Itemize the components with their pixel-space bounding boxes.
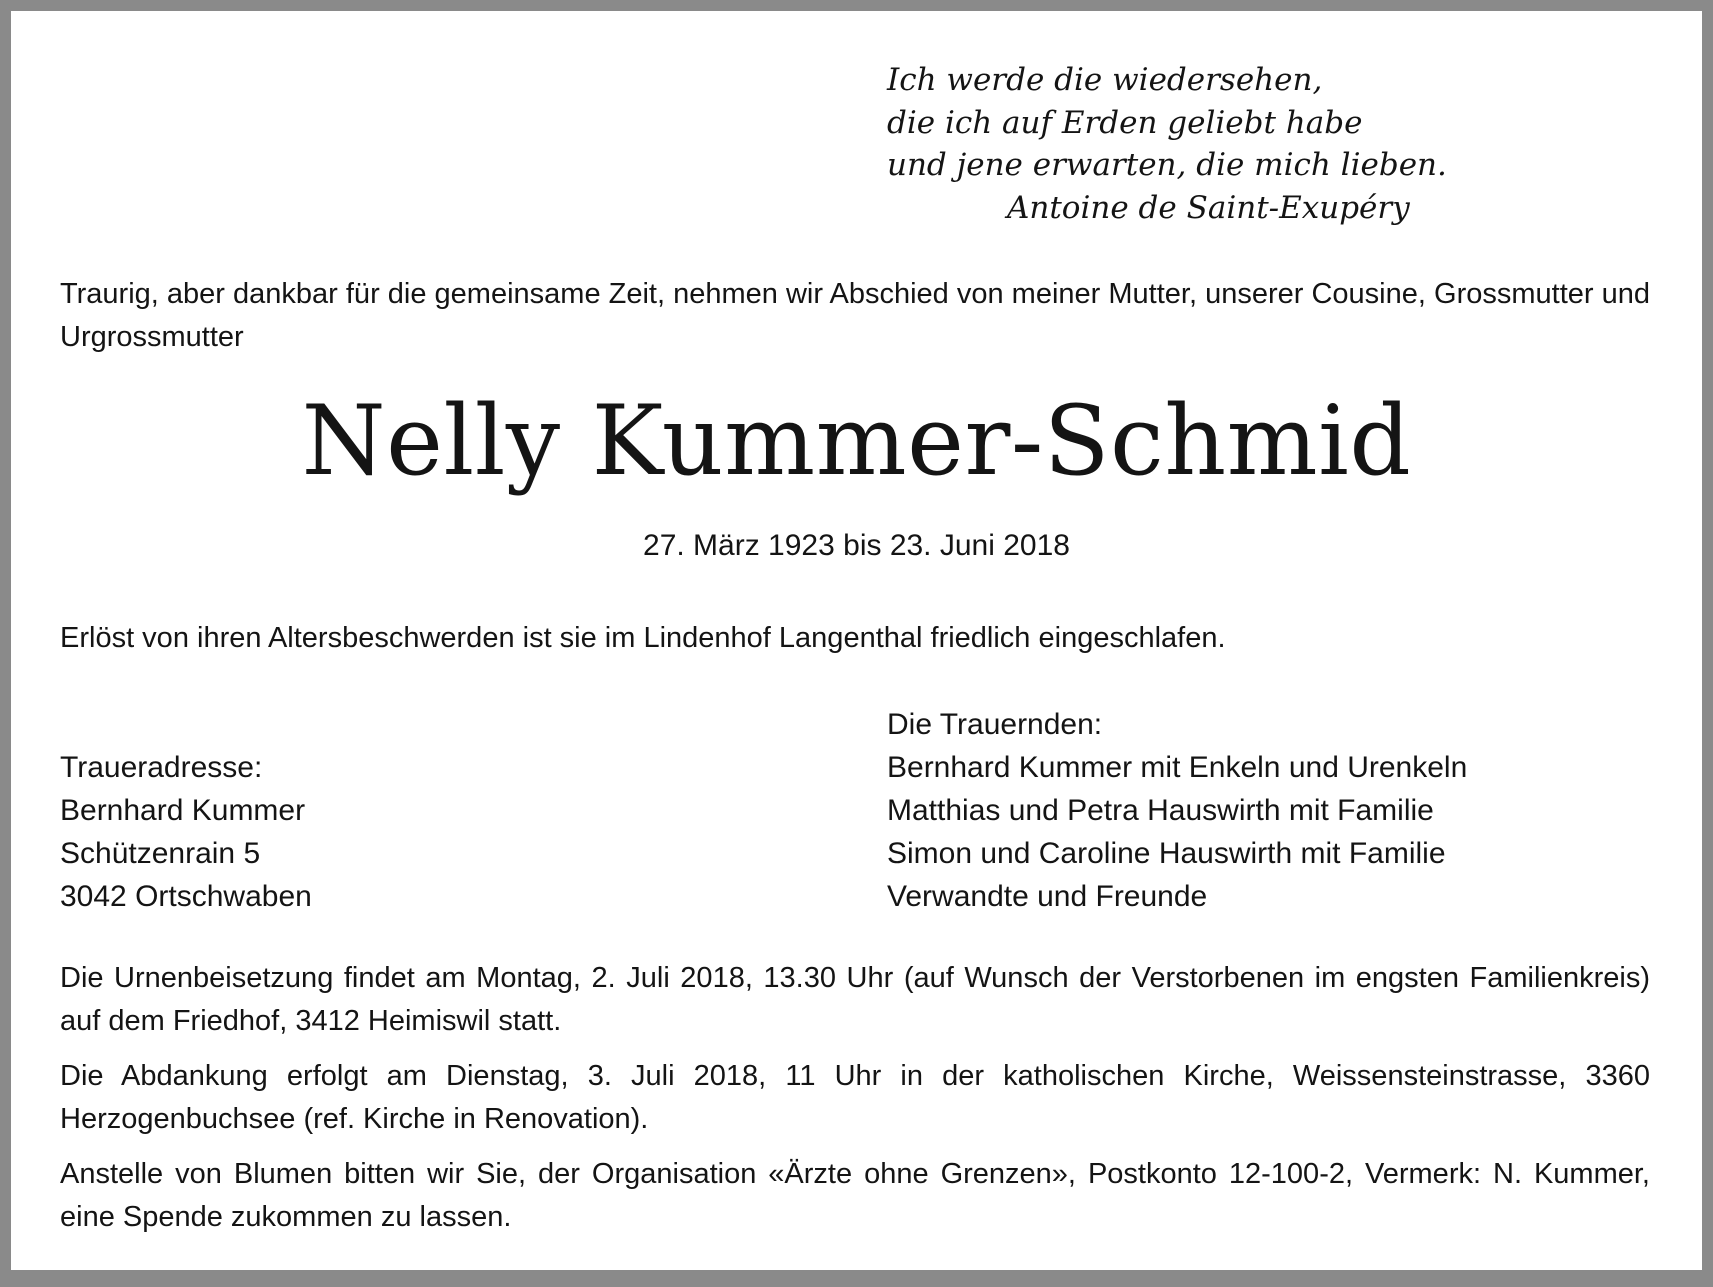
obituary-page xyxy=(11,11,1702,1270)
mourners-heading: Die Trauernden: xyxy=(887,708,1103,741)
passing-note: Erlöst von ihren Altersbeschwerden ist sie im Lindenhof Langenthal friedlich eingeschlafen. xyxy=(60,622,1226,654)
motto-line: Ich werde die wiedersehen, xyxy=(887,62,1323,98)
motto-line: und jene erwarten, die mich lieben. xyxy=(887,147,1447,183)
address-line: 3042 Ortschwaben xyxy=(60,880,312,913)
life-dates: 27. März 1923 bis 23. Juni 2018 xyxy=(643,529,1070,562)
motto-line: die ich auf Erden geliebt habe xyxy=(887,104,1363,141)
motto-quote xyxy=(887,59,1447,229)
motto-author: Antoine de Saint-Exupéry xyxy=(1007,189,1410,226)
address-line: Bernhard Kummer xyxy=(60,794,306,827)
deceased-name: Nelly Kummer-Schmid xyxy=(301,385,1412,497)
burial-notice: Die Urnenbeisetzung findet am Montag, 2. Juli 2018, 13.30 Uhr (auf Wunsch der Verstorbenen im engsten Familienkreis) auf dem Friedhof, 3412 Heimiswil statt. xyxy=(60,962,1650,1037)
donation-notice: Anstelle von Blumen bitten wir Sie, der Organisation «Ärzte ohne Grenzen», Postkonto 12-100-2, Vermerk: N. Kummer, eine Spende zukommen zu lassen. xyxy=(60,1158,1650,1233)
mourner-line: Verwandte und Freunde xyxy=(887,880,1208,913)
mourner-line: Bernhard Kummer mit Enkeln und Urenkeln xyxy=(887,751,1468,784)
address-line: Schützenrain 5 xyxy=(60,837,261,870)
mourner-line: Matthias und Petra Hauswirth mit Familie xyxy=(887,794,1434,827)
intro-text: Traurig, aber dankbar für die gemeinsame Zeit, nehmen wir Abschied von meiner Mutter, unserer Cousine, Grossmutter und Urgrossmutter xyxy=(60,278,1650,353)
address-heading: Traueradresse: xyxy=(60,751,263,784)
mourners-list xyxy=(887,703,1467,918)
mourner-line: Simon und Caroline Hauswirth mit Familie xyxy=(887,837,1446,870)
funeral-service-notice: Die Abdankung erfolgt am Dienstag, 3. Juli 2018, 11 Uhr in der katholischen Kirche, Weissensteinstrasse, 3360 Herzogenbuchsee (ref. Kirche in Renovation). xyxy=(60,1060,1650,1135)
mourning-address xyxy=(60,746,312,918)
notices xyxy=(60,957,1650,1251)
